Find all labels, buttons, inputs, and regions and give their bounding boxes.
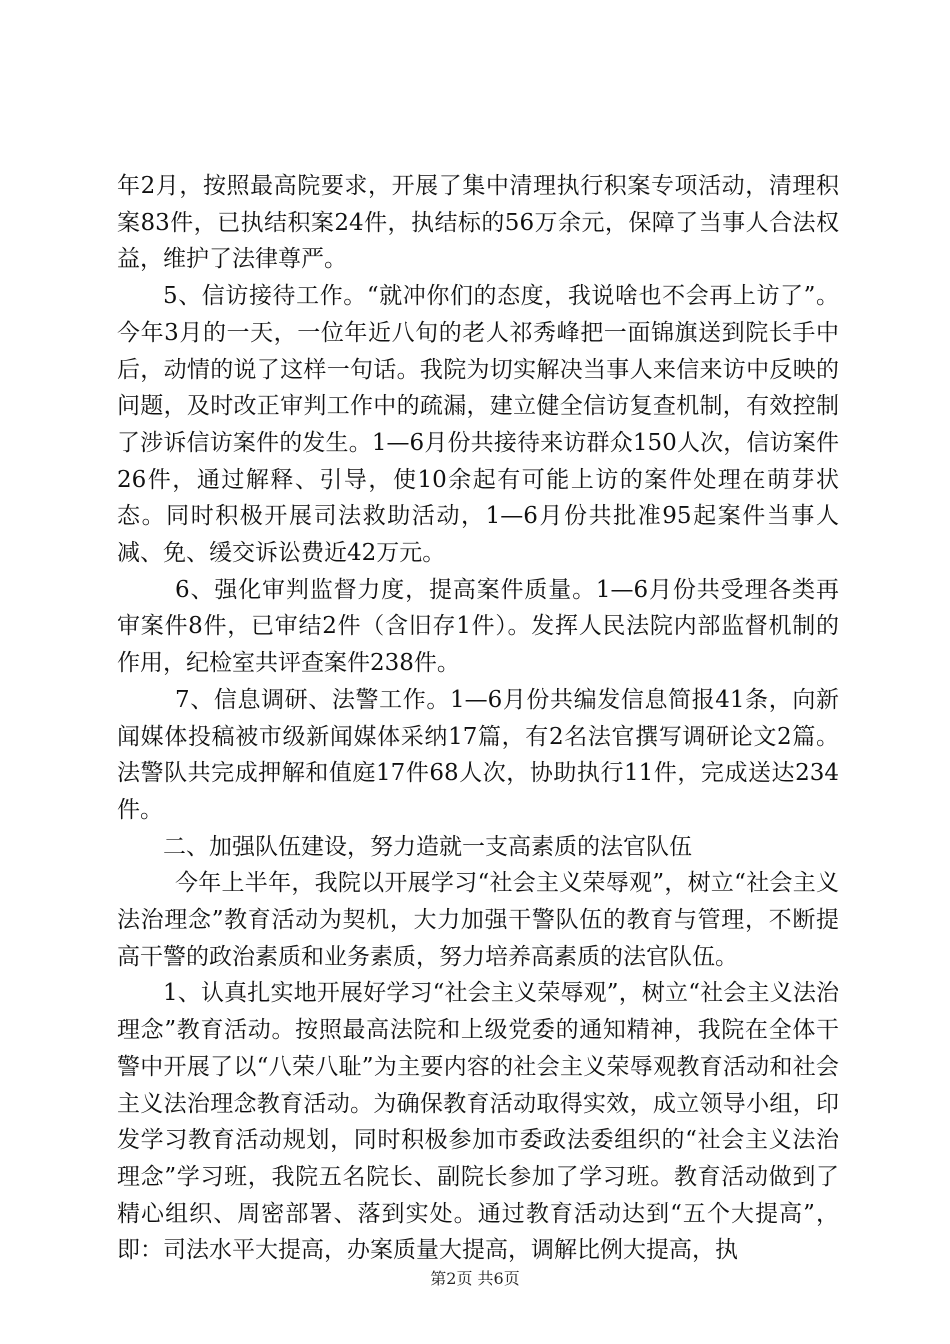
- paragraph-honor-education: 1、认真扎实地开展好学习“社会主义荣辱观”，树立“社会主义法治理念”教育活动。按照最高法院和上级党委的通知精神，我院在全体干警中开展了以“八荣八耻”为主要内容的社会主义荣辱观教育活动和社会主义法治理念教育活动。为确保教育活动取得实效，成立领导小组，印发学习教育活动规划，同时积极参加市委政法委组织的“社会主义法治理念”学习班，我院五名院长、副院长参加了学习班。教育活动做到了精心组织、周密部署、落到实处。通过教育活动达到“五个大提高”，即：司法水平大提高，办案质量大提高，调解比例大提高，执: [117, 980, 839, 1264]
- paragraph-execution-cleanup: 年2月，按照最高院要求，开展了集中清理执行积案专项活动，清理积案83件，已执结积案24件，执结标的56万余元，保障了当事人合法权益，维护了法律尊严。: [117, 173, 839, 273]
- paragraph-info-research: 7、信息调研、法警工作。1—6月份共编发信息简报41条，向新闻媒体投稿被市级新闻媒体采纳17篇，有2名法官撰写调研论文2篇。法警队共完成押解和值庭17件68人次，协助执行11件，完成送达234件。: [117, 686, 839, 823]
- document-body: [117, 168, 839, 1269]
- paragraph-team-overview: 今年上半年，我院以开展学习“社会主义荣辱观”，树立“社会主义法治理念”教育活动为契机，大力加强干警队伍的教育与管理，不断提高干警的政治素质和业务素质，努力培养高素质的法官队伍。: [117, 870, 839, 970]
- page-footer: 第2页 共6页: [430, 1269, 520, 1288]
- paragraph-trial-supervision: 6、强化审判监督力度，提高案件质量。1—6月份共受理各类再审案件8件，已审结2件（含旧存1件）。发挥人民法院内部监督机制的作用，纪检室共评查案件238件。: [117, 576, 839, 677]
- paragraph-petition-reception: 5、信访接待工作。“就冲你们的态度，我说啥也不会再上访了”。今年3月的一天，一位年近八旬的老人祁秀峰把一面锦旗送到院长手中后，动情的说了这样一句话。我院为切实解决当事人来信来访中反映的问题，及时改正审判工作中的疏漏，建立健全信访复查机制，有效控制了涉诉信访案件的发生。1—6月份共接待来访群众150人次，信访案件26件，通过解释、引导，使10余起有可能上访的案件处理在萌芽状态。同时积极开展司法救助活动，1—6月份共批准95起案件当事人减、免、缓交诉讼费近42万元。: [117, 283, 839, 567]
- section-heading-team-building: 二、加强队伍建设，努力造就一支高素质的法官队伍: [163, 833, 692, 860]
